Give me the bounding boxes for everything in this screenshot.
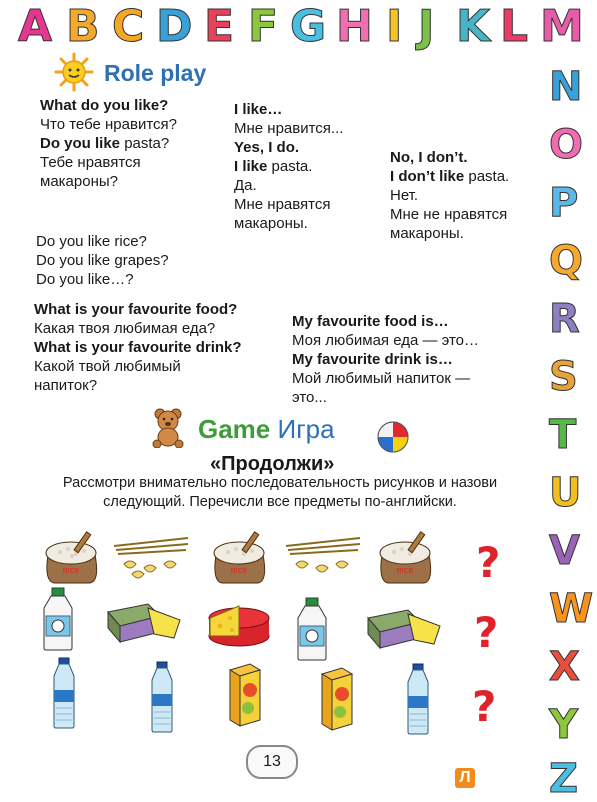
favourite-answers (292, 312, 479, 407)
role-play-title: Role play (104, 60, 207, 86)
col1-line-1: What do you like? (40, 97, 169, 114)
letter-z: Z (549, 756, 579, 802)
col1-line-3 (40, 134, 177, 153)
letter-b: B (66, 1, 100, 52)
dialogue-col-1 (40, 96, 177, 191)
svg-text:RICE: RICE (230, 568, 248, 575)
col2-line-4-rest: pasta. (267, 158, 313, 175)
fav-left-line-1: What is your favourite food? (34, 301, 238, 318)
letter-y: Y (549, 702, 578, 748)
col2-line-4-bold: I like (234, 158, 268, 175)
water-bottle-icon (404, 662, 432, 736)
sun-icon (54, 52, 94, 92)
letter-a: A (18, 1, 53, 52)
letter-k: K (456, 1, 491, 52)
letter-r: R (549, 296, 580, 342)
dialogue-col-3 (390, 148, 509, 243)
letter-v: V (549, 528, 580, 574)
game-title-ru: Игра (277, 414, 335, 444)
col1-line-2: Что тебе нравится? (40, 116, 177, 133)
milk-bottle-icon (292, 596, 332, 662)
water-bottle-icon (148, 660, 176, 734)
col3-line-1: No, I don’t. (390, 149, 468, 166)
game-title-en: Game (198, 414, 271, 444)
col2-line-1: I like… (234, 101, 283, 118)
fav-left-line-4: Какой твой любимый (34, 358, 181, 375)
rice-sack-icon (374, 525, 436, 585)
svg-text:RICE: RICE (396, 568, 414, 575)
game-instructions-line-2: следующий. Перечисли все предметы по-английски. (103, 494, 457, 510)
cheese-pack-icon (104, 598, 184, 646)
juice-box-icon (318, 664, 356, 732)
col2-line-6: Мне нравятся (234, 196, 331, 213)
letter-s: S (549, 354, 578, 400)
col2-line-7: макароны. (234, 215, 308, 232)
alphabet-top-banner (0, 2, 597, 52)
col1-line-3-rest: pasta? (120, 135, 170, 152)
col3-line-4: Мне не нравятся (390, 206, 508, 223)
game-instructions-line-1: Рассмотри внимательно последовательность рисунков и назови (62, 475, 498, 491)
col2-line-5: Да. (234, 177, 257, 194)
favourite-questions (34, 300, 242, 395)
game-subtitle: «Продолжи» (210, 453, 335, 475)
cheese-pack-icon (364, 604, 444, 652)
letter-i: I (386, 1, 403, 52)
col1-line-4: Тебе нравятся (40, 154, 141, 171)
col3-line-2 (390, 167, 509, 186)
rice-sack-icon (40, 525, 102, 585)
letter-j: J (418, 1, 435, 52)
question-2: Do you like grapes? (36, 252, 169, 269)
teddy-bear-icon (148, 406, 188, 448)
fav-left-line-5: напиток? (34, 377, 98, 394)
game-instructions (30, 474, 530, 512)
alphabet-side-banner (545, 25, 597, 800)
milk-bottle-icon (38, 586, 78, 652)
letter-h: H (336, 1, 373, 52)
question-3: Do you like…? (36, 271, 134, 288)
col2-line-4 (234, 157, 343, 176)
question-mark-row-1: ? (476, 538, 501, 587)
letter-l: L (500, 1, 529, 52)
letter-u: U (549, 470, 582, 516)
water-bottle-icon (50, 656, 78, 730)
letter-w: W (549, 586, 594, 632)
letter-g: G (290, 1, 327, 52)
letter-p: P (549, 180, 579, 226)
letter-t: T (549, 412, 577, 458)
fav-left-line-3: What is your favourite drink? (34, 339, 242, 356)
page-number: 13 (246, 745, 298, 779)
letter-c: C (112, 1, 145, 52)
svg-text:RICE: RICE (62, 568, 80, 575)
juice-box-icon (226, 660, 264, 728)
question-1: Do you like rice? (36, 233, 147, 250)
rice-sack-icon (208, 525, 270, 585)
letter-f: F (248, 1, 279, 52)
dialogue-col-2 (234, 100, 343, 233)
col3-line-5: макароны. (390, 225, 464, 242)
letter-m: M (540, 1, 584, 52)
pasta-icon (282, 528, 364, 582)
fav-right-line-5: это... (292, 389, 327, 406)
fav-left-line-2: Какая твоя любимая еда? (34, 320, 216, 337)
col2-line-3: Yes, I do. (234, 139, 300, 156)
col1-line-5: макароны? (40, 173, 118, 190)
pasta-icon (110, 528, 192, 582)
letter-x: X (549, 644, 580, 690)
col3-line-3: Нет. (390, 187, 419, 204)
letter-d: D (156, 1, 193, 52)
game-title (198, 414, 335, 445)
letter-e: E (204, 1, 235, 52)
ball-icon (376, 420, 410, 454)
fav-right-line-2: Моя любимая еда — это… (292, 332, 480, 349)
fav-right-line-4: Мой любимый напиток — (292, 370, 471, 387)
col3-line-2-bold: I don’t like (390, 168, 465, 185)
fav-right-line-1: My favourite food is… (292, 313, 449, 330)
cheese-wheel-icon (206, 600, 272, 648)
publisher-logo: Л (455, 768, 475, 788)
letter-n: N (549, 64, 583, 110)
question-mark-row-3: ? (472, 682, 497, 731)
col1-line-3-bold: Do you like (40, 135, 121, 152)
fav-right-line-3: My favourite drink is… (292, 351, 453, 368)
col3-line-2-rest: pasta. (464, 168, 510, 185)
letter-q: Q (549, 238, 584, 284)
question-mark-row-2: ? (474, 608, 499, 657)
letter-o: O (549, 122, 584, 168)
col2-line-2: Мне нравится... (234, 120, 344, 137)
questions-block (36, 232, 169, 289)
